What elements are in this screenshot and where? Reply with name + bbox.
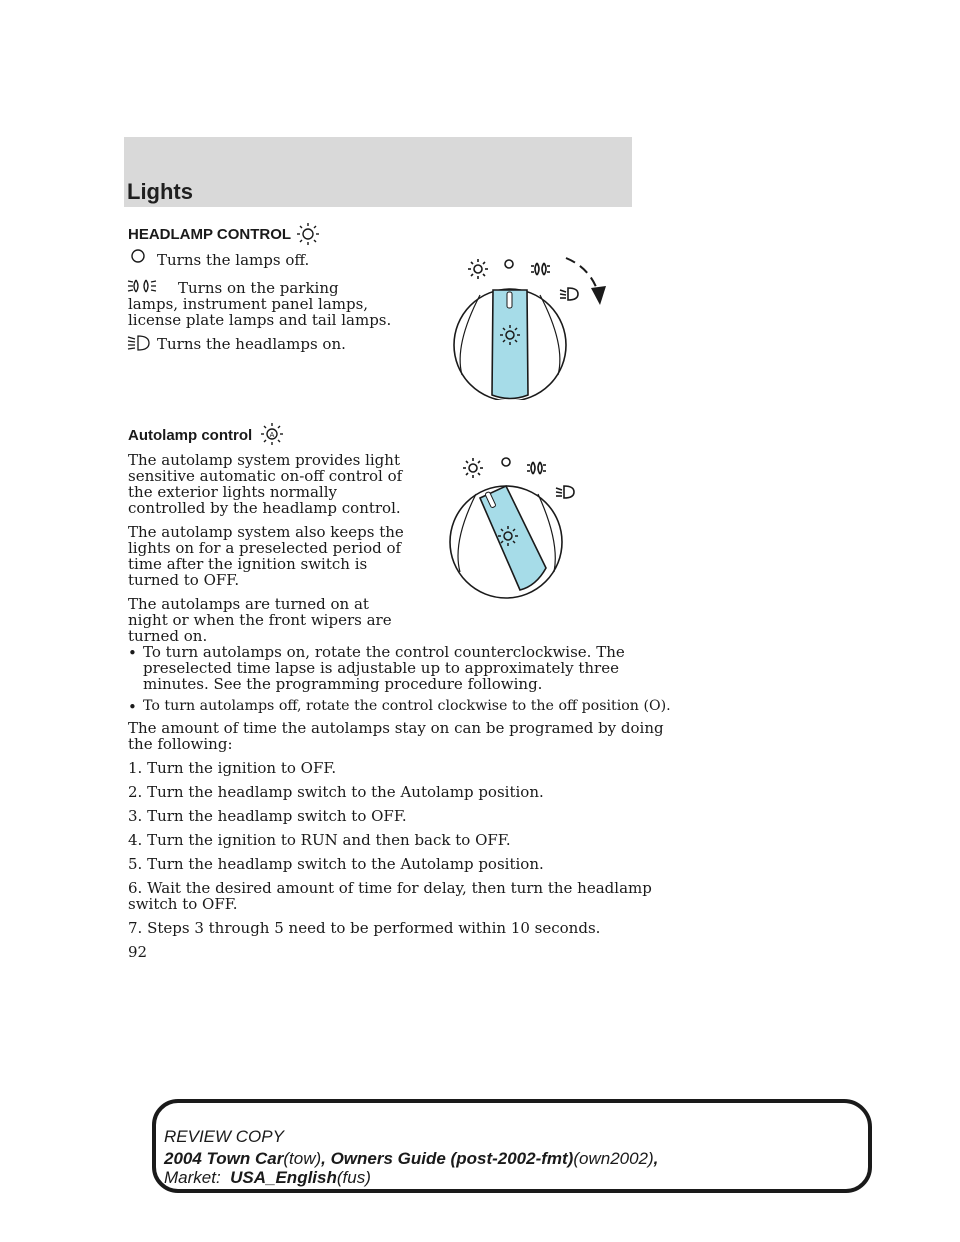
p3-line-1: The autolamps are turned on at xyxy=(128,595,369,613)
intro-line-1: The amount of time the autolamps stay on can be programed by doing xyxy=(128,719,664,737)
footer-model: 2004 Town Car xyxy=(164,1149,284,1168)
page-number: 92 xyxy=(128,943,148,961)
autolamp-heading: Autolamp control xyxy=(128,427,253,444)
headlamp-heading: HEADLAMP CONTROL xyxy=(128,226,292,243)
off-icon xyxy=(129,248,149,264)
headlamp-on-text: Turns the headlamps on. xyxy=(157,335,346,353)
svg-text:A: A xyxy=(269,432,275,439)
footer-market-code: (fus) xyxy=(336,1168,371,1187)
p2-line-1: The autolamp system also keeps the xyxy=(128,523,404,541)
parking-text-3: license plate lamps and tail lamps. xyxy=(128,311,392,329)
step-6-line-1: 6. Wait the desired amount of time for delay, then turn the headlamp xyxy=(128,879,652,897)
parking-text-2: lamps, instrument panel lamps, xyxy=(128,295,369,313)
step-4: 4. Turn the ignition to RUN and then back to OFF. xyxy=(128,831,511,849)
footer-guide: , Owners Guide (post-2002-fmt) xyxy=(321,1149,574,1168)
p3-line-3: turned on. xyxy=(128,627,208,645)
step-1: 1. Turn the ignition to OFF. xyxy=(128,759,337,777)
autolamp-knob-diagram xyxy=(440,450,580,600)
bullet-2-line-1: To turn autolamps off, rotate the control clockwise to the off position (O). xyxy=(143,698,671,714)
parking-lamps-icon xyxy=(127,277,157,295)
p2-line-4: turned to OFF. xyxy=(128,571,240,589)
headlamp-control-icon xyxy=(295,221,321,247)
p1-line-4: controlled by the headlamp control. xyxy=(128,499,401,517)
p2-line-3: time after the ignition switch is xyxy=(128,555,368,573)
parking-text-1: Turns on the parking xyxy=(178,279,339,297)
step-2: 2. Turn the headlamp switch to the Autolamp position. xyxy=(128,783,544,801)
step-7: 7. Steps 3 through 5 need to be performed within 10 seconds. xyxy=(128,919,601,937)
footer-model-code: (tow) xyxy=(283,1149,322,1168)
section-header xyxy=(124,137,632,207)
autolamp-icon xyxy=(259,421,285,447)
footer-line-1: REVIEW COPY xyxy=(164,1127,284,1146)
bullet-marker: • xyxy=(128,644,137,662)
section-title: Lights xyxy=(127,179,193,204)
bullet-1-line-1: To turn autolamps on, rotate the control counterclockwise. The xyxy=(143,643,625,661)
footer-guide-code: (own2002) xyxy=(573,1149,654,1168)
step-3: 3. Turn the headlamp switch to OFF. xyxy=(128,807,407,825)
bullet-1-line-3: minutes. See the programming procedure following. xyxy=(143,675,543,693)
p2-line-2: lights on for a preselected period of xyxy=(128,539,402,557)
p1-line-2: sensitive automatic on-off control of xyxy=(128,467,403,485)
bullet-marker: • xyxy=(128,698,137,716)
footer-market-label: Market: xyxy=(164,1168,231,1187)
p3-line-2: night or when the front wipers are xyxy=(128,611,392,629)
intro-line-2: the following: xyxy=(128,735,233,753)
headlamp-icon xyxy=(127,334,151,352)
step-5: 5. Turn the headlamp switch to the Autolamp position. xyxy=(128,855,544,873)
footer-line-3 xyxy=(164,1168,371,1188)
footer-comma: , xyxy=(653,1149,659,1168)
p1-line-1: The autolamp system provides light xyxy=(128,451,400,469)
p1-line-3: the exterior lights normally xyxy=(128,483,337,501)
footer-line-2 xyxy=(164,1149,658,1169)
step-6-line-2: switch to OFF. xyxy=(128,895,238,913)
footer-market: USA_English xyxy=(230,1168,337,1187)
off-text: Turns the lamps off. xyxy=(157,251,310,269)
headlamp-knob-diagram xyxy=(440,250,620,400)
bullet-1-line-2: preselected time lapse is adjustable up to approximately three xyxy=(143,659,619,677)
